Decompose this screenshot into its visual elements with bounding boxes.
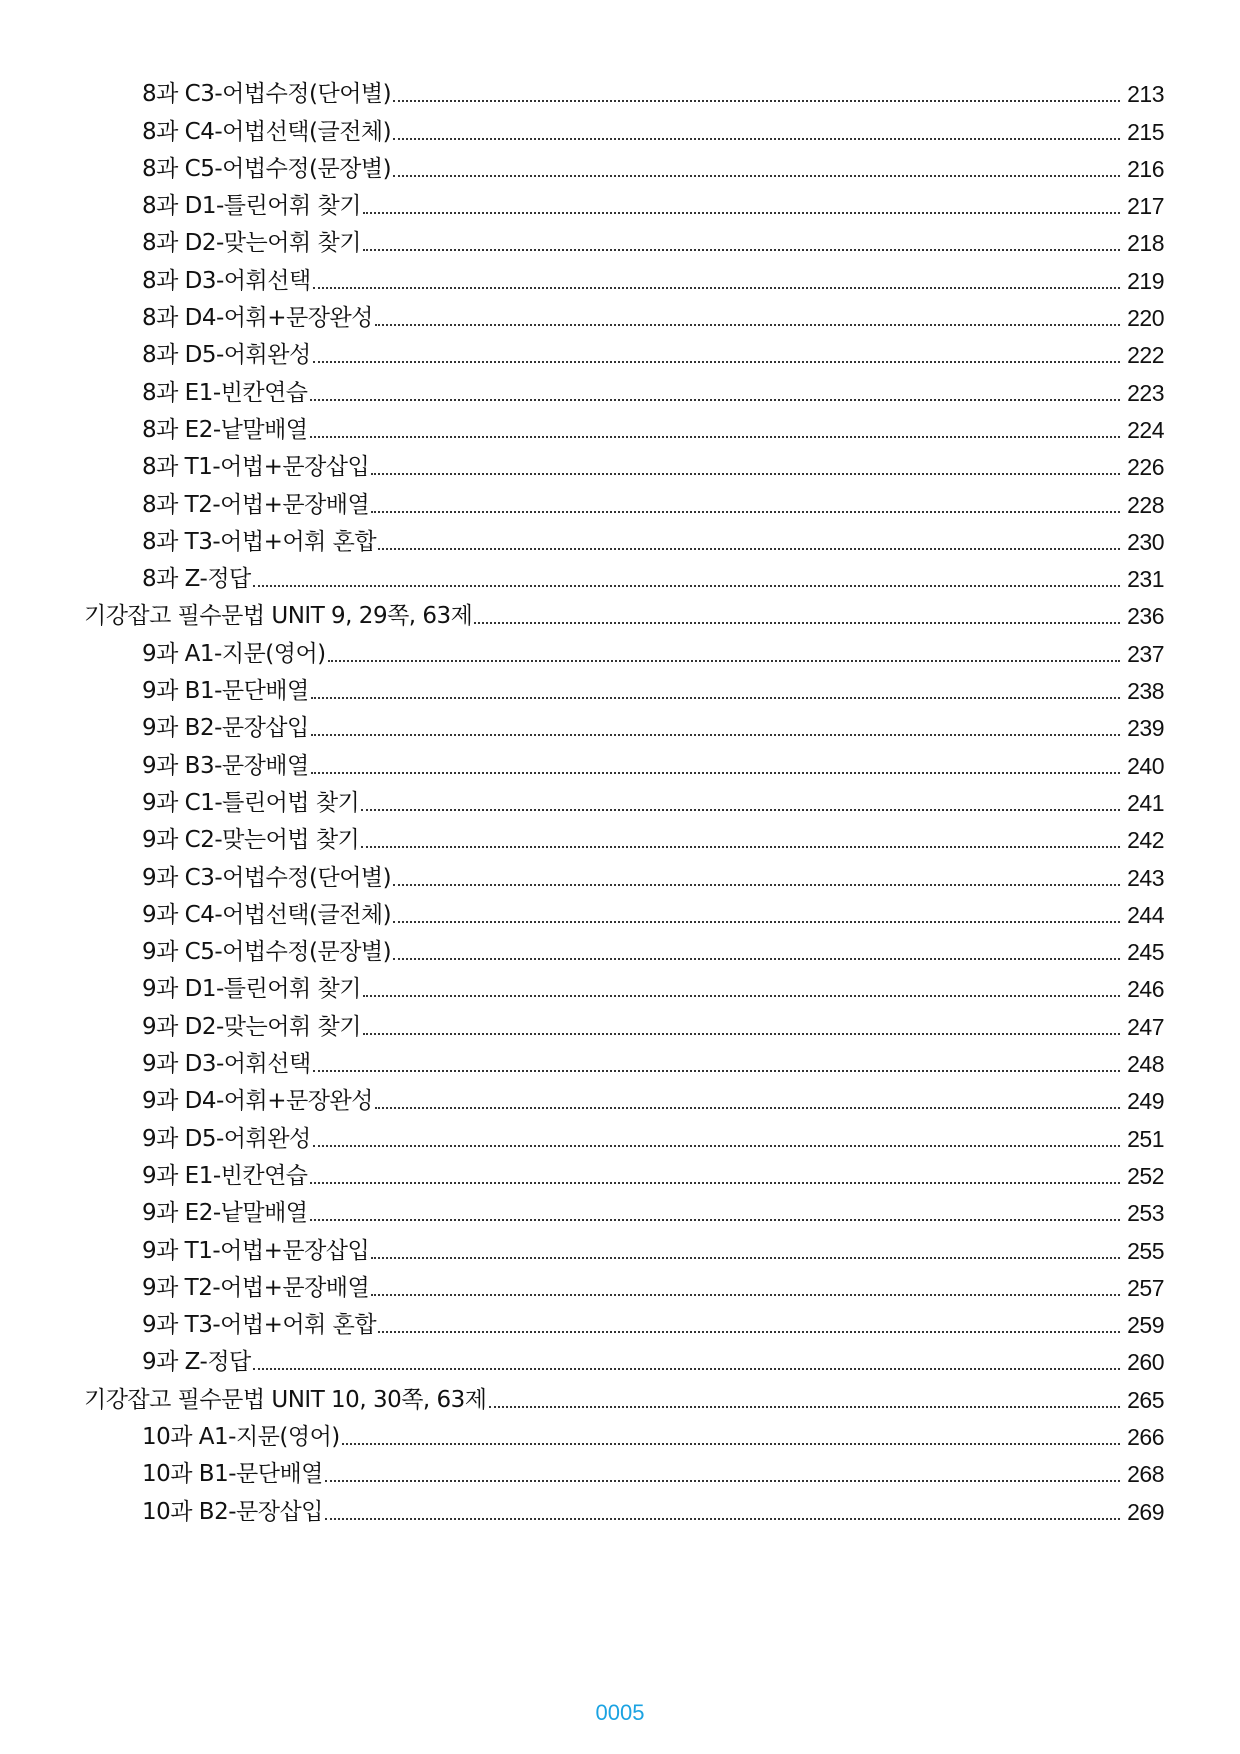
dot-leader (375, 324, 1120, 326)
toc-entry[interactable] (84, 300, 1164, 337)
toc-entry-page: 226 (1127, 454, 1164, 481)
toc-entry-page: 245 (1127, 939, 1164, 966)
toc-entry-page: 259 (1127, 1312, 1164, 1339)
toc-entry-title: 8과 D3-어휘선택 (142, 267, 311, 294)
toc-entry-title: 9과 Z-정답 (142, 1349, 251, 1376)
toc-entry-title: 8과 C3-어법수정(단어별) (142, 81, 392, 108)
toc-entry-title: 8과 D4-어휘+문장완성 (142, 305, 373, 332)
toc-entry[interactable] (84, 1120, 1164, 1157)
toc-entry-page: 238 (1127, 678, 1164, 705)
toc-entry-page: 239 (1127, 715, 1164, 742)
toc-entry-title: 9과 B3-문장배열 (142, 752, 309, 779)
toc-entry[interactable] (84, 1456, 1164, 1493)
toc-section-entry[interactable] (84, 1381, 1164, 1418)
toc-entry-page: 219 (1127, 267, 1164, 294)
dot-leader (378, 1331, 1120, 1333)
toc-entry-page: 223 (1127, 379, 1164, 406)
dot-leader (311, 734, 1120, 736)
toc-entry-title: 8과 C4-어법선택(글전체) (142, 118, 392, 145)
toc-entry[interactable] (84, 188, 1164, 225)
toc-entry-page: 224 (1127, 416, 1164, 443)
toc-entry[interactable] (84, 822, 1164, 859)
toc-entry-page: 269 (1127, 1498, 1164, 1525)
toc-entry[interactable] (84, 1232, 1164, 1269)
toc-entry-page: 248 (1127, 1051, 1164, 1078)
toc-entry[interactable] (84, 673, 1164, 710)
toc-entry-title: 10과 A1-지문(영어) (142, 1423, 340, 1450)
dot-leader (363, 995, 1120, 997)
dot-leader (393, 884, 1120, 886)
toc-entry-page: 252 (1127, 1162, 1164, 1189)
toc-entry-page: 253 (1127, 1200, 1164, 1227)
toc-entry-page: 237 (1127, 640, 1164, 667)
toc-entry[interactable] (84, 561, 1164, 598)
toc-entry-page: 220 (1127, 305, 1164, 332)
toc-entry[interactable] (84, 710, 1164, 747)
toc-entry[interactable] (84, 524, 1164, 561)
dot-leader (393, 138, 1120, 140)
toc-entry-page: 215 (1127, 118, 1164, 145)
toc-entry[interactable] (84, 747, 1164, 784)
dot-leader (328, 660, 1120, 662)
dot-leader (311, 772, 1120, 774)
dot-leader (393, 958, 1120, 960)
dot-leader (361, 846, 1120, 848)
dot-leader (393, 100, 1120, 102)
toc-entry-page: 218 (1127, 230, 1164, 257)
toc-entry[interactable] (84, 1344, 1164, 1381)
dot-leader (253, 585, 1120, 587)
dot-leader (375, 1107, 1120, 1109)
toc-entry-page: 216 (1127, 155, 1164, 182)
dot-leader (310, 436, 1121, 438)
toc-entry-title: 8과 D5-어휘완성 (142, 342, 311, 369)
toc-entry-title: 9과 C3-어법수정(단어별) (142, 864, 392, 891)
toc-entry-page: 244 (1127, 901, 1164, 928)
toc-entry-page: 222 (1127, 342, 1164, 369)
toc-entry-title: 8과 T3-어법+어휘 혼합 (142, 528, 377, 555)
toc-entry[interactable] (84, 486, 1164, 523)
toc-entry[interactable] (84, 1493, 1164, 1530)
toc-entry-page: 255 (1127, 1237, 1164, 1264)
dot-leader (342, 1443, 1120, 1445)
toc-entry-title: 10과 B2-문장삽입 (142, 1498, 323, 1525)
table-of-contents (84, 76, 1164, 1531)
toc-entry[interactable] (84, 262, 1164, 299)
toc-entry-title: 9과 C4-어법선택(글전체) (142, 901, 392, 928)
dot-leader (474, 622, 1120, 624)
dot-leader (489, 1406, 1120, 1408)
toc-entry-page: 231 (1127, 566, 1164, 593)
toc-entry-title: 9과 B2-문장삽입 (142, 715, 309, 742)
toc-entry-page: 243 (1127, 864, 1164, 891)
toc-entry-title: 9과 E2-낱말배열 (142, 1200, 308, 1227)
dot-leader (313, 361, 1120, 363)
toc-entry-title: 9과 E1-빈칸연습 (142, 1162, 308, 1189)
toc-entry[interactable] (84, 412, 1164, 449)
dot-leader (371, 511, 1120, 513)
toc-entry-title: 9과 D1-틀린어휘 찾기 (142, 976, 361, 1003)
toc-entry-title: 9과 C5-어법수정(문장별) (142, 939, 392, 966)
toc-entry-title: 9과 T1-어법+문장삽입 (142, 1237, 370, 1264)
toc-entry[interactable] (84, 225, 1164, 262)
toc-entry-title: 8과 Z-정답 (142, 566, 251, 593)
dot-leader (313, 1070, 1120, 1072)
toc-entry[interactable] (84, 934, 1164, 971)
dot-leader (393, 175, 1120, 177)
toc-entry[interactable] (84, 1270, 1164, 1307)
toc-entry[interactable] (84, 151, 1164, 188)
toc-entry-title: 9과 D5-어휘완성 (142, 1125, 311, 1152)
toc-entry-page: 251 (1127, 1125, 1164, 1152)
toc-entry-title: 10과 B1-문단배열 (142, 1461, 323, 1488)
toc-entry[interactable] (84, 971, 1164, 1008)
toc-entry[interactable] (84, 113, 1164, 150)
toc-entry-page: 246 (1127, 976, 1164, 1003)
dot-leader (253, 1368, 1120, 1370)
dot-leader (311, 697, 1120, 699)
toc-entry[interactable] (84, 1158, 1164, 1195)
toc-entry-title: 8과 C5-어법수정(문장별) (142, 155, 392, 182)
toc-entry[interactable] (84, 1083, 1164, 1120)
dot-leader (313, 287, 1120, 289)
toc-entry-page: 228 (1127, 491, 1164, 518)
toc-entry-title: 9과 B1-문단배열 (142, 678, 309, 705)
toc-entry-title: 기강잡고 필수문법 UNIT 10, 30쪽, 63제 (84, 1386, 487, 1413)
toc-entry-title: 9과 A1-지문(영어) (142, 640, 326, 667)
toc-entry[interactable] (84, 1008, 1164, 1045)
toc-entry[interactable] (84, 76, 1164, 113)
toc-entry-title: 기강잡고 필수문법 UNIT 9, 29쪽, 63제 (84, 603, 473, 630)
page-number: 0005 (595, 1700, 645, 1725)
toc-entry[interactable] (84, 635, 1164, 672)
toc-entry-page: 260 (1127, 1349, 1164, 1376)
toc-entry-page: 240 (1127, 752, 1164, 779)
toc-entry[interactable] (84, 1195, 1164, 1232)
toc-entry-page: 242 (1127, 827, 1164, 854)
dot-leader (310, 399, 1121, 401)
dot-leader (313, 1145, 1120, 1147)
toc-entry-page: 241 (1127, 789, 1164, 816)
dot-leader (363, 1033, 1120, 1035)
toc-entry-title: 8과 E1-빈칸연습 (142, 379, 308, 406)
toc-entry-title: 9과 D2-맞는어휘 찾기 (142, 1013, 361, 1040)
toc-entry-page: 236 (1127, 603, 1164, 630)
dot-leader (363, 212, 1120, 214)
toc-entry[interactable] (84, 1046, 1164, 1083)
toc-entry-page: 249 (1127, 1088, 1164, 1115)
toc-entry[interactable] (84, 785, 1164, 822)
dot-leader (371, 473, 1120, 475)
toc-entry-title: 8과 D2-맞는어휘 찾기 (142, 230, 361, 257)
toc-entry[interactable] (84, 1307, 1164, 1344)
toc-entry-page: 257 (1127, 1274, 1164, 1301)
toc-entry-page: 230 (1127, 528, 1164, 555)
toc-entry[interactable] (84, 859, 1164, 896)
dot-leader (378, 548, 1120, 550)
dot-leader (361, 809, 1120, 811)
toc-entry-page: 266 (1127, 1423, 1164, 1450)
dot-leader (310, 1219, 1121, 1221)
toc-entry-title: 9과 T2-어법+문장배열 (142, 1274, 370, 1301)
toc-entry-page: 247 (1127, 1013, 1164, 1040)
toc-entry-title: 9과 D4-어휘+문장완성 (142, 1088, 373, 1115)
toc-entry[interactable] (84, 449, 1164, 486)
toc-entry[interactable] (84, 1419, 1164, 1456)
toc-entry-title: 9과 T3-어법+어휘 혼합 (142, 1312, 377, 1339)
toc-entry[interactable] (84, 897, 1164, 934)
toc-entry-title: 8과 D1-틀린어휘 찾기 (142, 193, 361, 220)
toc-entry-title: 8과 T1-어법+문장삽입 (142, 454, 370, 481)
dot-leader (310, 1182, 1121, 1184)
toc-entry-title: 8과 T2-어법+문장배열 (142, 491, 370, 518)
toc-entry-title: 9과 D3-어휘선택 (142, 1051, 311, 1078)
dot-leader (371, 1294, 1120, 1296)
toc-entry-title: 8과 E2-낱말배열 (142, 416, 308, 443)
toc-entry-title: 9과 C1-틀린어법 찾기 (142, 789, 360, 816)
toc-entry[interactable] (84, 337, 1164, 374)
toc-entry-page: 268 (1127, 1461, 1164, 1488)
dot-leader (363, 249, 1120, 251)
toc-entry[interactable] (84, 374, 1164, 411)
toc-entry-title: 9과 C2-맞는어법 찾기 (142, 827, 360, 854)
toc-entry-page: 213 (1127, 81, 1164, 108)
toc-entry-page: 217 (1127, 193, 1164, 220)
dot-leader (325, 1480, 1120, 1482)
dot-leader (325, 1518, 1120, 1520)
dot-leader (371, 1257, 1120, 1259)
toc-section-entry[interactable] (84, 598, 1164, 635)
dot-leader (393, 921, 1120, 923)
toc-entry-page: 265 (1127, 1386, 1164, 1413)
